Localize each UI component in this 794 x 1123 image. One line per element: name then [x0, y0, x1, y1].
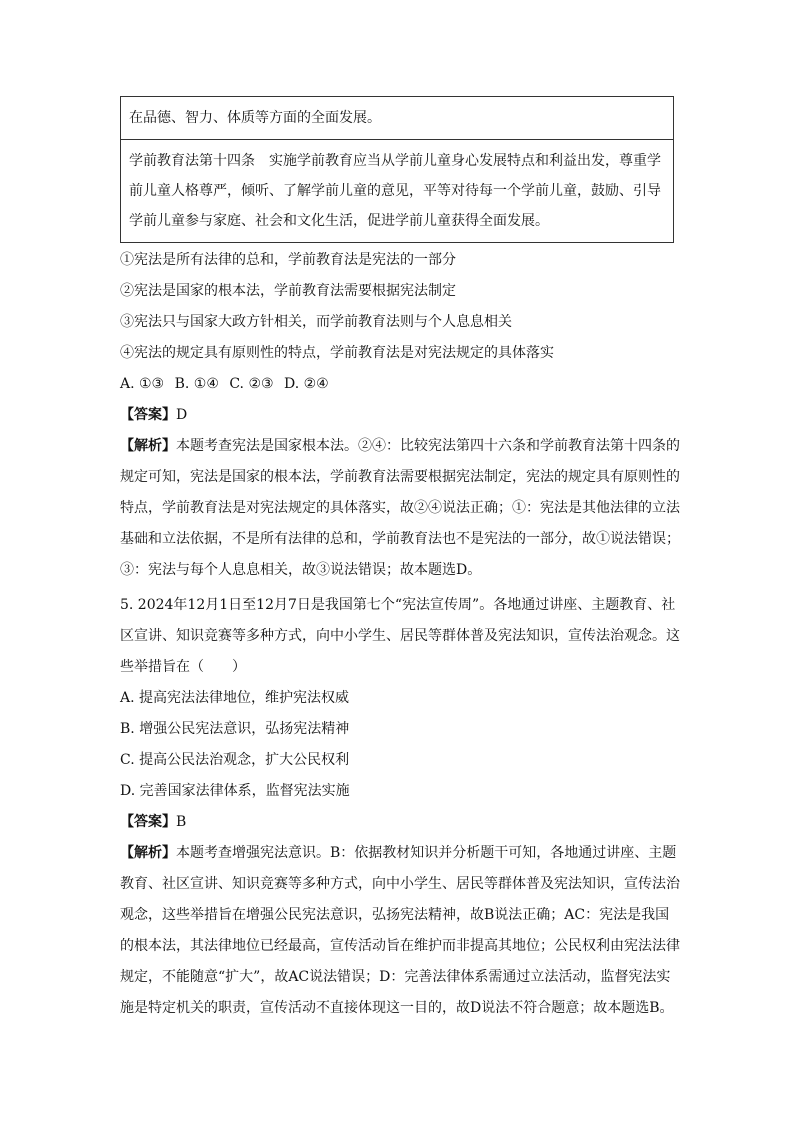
option-a: A. ①③: [120, 376, 165, 392]
option-c: C. 提高公民法治观念，扩大公民权利: [120, 752, 350, 768]
answer-label: 【答案】: [120, 814, 176, 830]
answer-label: 【答案】: [120, 407, 176, 423]
statement-3: ③宪法只与国家大政方针相关，而学前教育法则与个人息息相关: [120, 314, 512, 330]
table-row: [121, 97, 673, 139]
table-row-text: 在品德、智力、体质等方面的全面发展。: [129, 110, 381, 126]
option-d: D. ②④: [284, 376, 329, 392]
analysis-text: 本题考查宪法是国家根本法。②④：比较宪法第四十六条和学前教育法第十四条的规定可知，宪法是国家的根本法，学前教育法需要根据宪法制定，宪法的规定具有原则性的特点，学前教育法是对宪法规定的具体落实，故②④说法正确；①：宪法是其他法律的立法基础和立法依据，不是所有法律的总和，学前教育法也不是宪法的一部分，故①说法错误；③：宪法与每个人息息相关，故③说法错误；故本题选D。: [120, 438, 680, 578]
answer-value: B: [176, 814, 187, 830]
option-b: B. 增强公民宪法意识，弘扬宪法精神: [120, 721, 350, 737]
answer-line: [120, 807, 680, 838]
analysis-paragraph: [120, 431, 680, 586]
law-comparison-table: [120, 96, 674, 243]
table-row: [121, 139, 673, 242]
option-a: A. 提高宪法法律地位，维护宪法权威: [120, 690, 350, 706]
answer-line: [120, 400, 680, 431]
analysis-paragraph: [120, 838, 680, 1024]
option-c: C. ②③: [229, 376, 274, 392]
analysis-text: 本题考查增强宪法意识。B：依据教材知识并分析题干可知，各地通过讲座、主题教育、社区宣讲、知识竞赛等多种方式，向中小学生、居民等群体普及宪法知识，宣传法治观念，这些举措旨在增强公民宪法意识，弘扬宪法精神，故B说法正确；AC：宪法是我国的根本法，其法律地位已经最高，宣传活动旨在维护而非提高其地位；公民权利由宪法法律规定，不能随意“扩大”，故AC说法错误；D：完善法律体系需通过立法活动，监督宪法实施是特定机关的职责，宣传活动不直接体现这一目的，故D说法不符合题意；故本题选B。: [120, 845, 680, 1016]
statement-1: ①宪法是所有法律的总和，学前教育法是宪法的一部分: [120, 252, 456, 268]
law-article-body: 实施学前教育应当从学前儿童身心发展特点和利益出发，尊重学前儿童人格尊严，倾听、了解学前儿童的意见，平等对待每一个学前儿童，鼓励、引导学前儿童参与家庭、社会和文化生活，促进学前儿童获得全面发展。: [129, 153, 661, 229]
statement-4: ④宪法的规定具有原则性的特点，学前教育法是对宪法规定的具体落实: [120, 345, 554, 361]
law-article-title: 学前教育法第十四条: [129, 153, 255, 169]
question-5-block: [120, 590, 680, 1024]
question-stem: 5. 2024年12月1日至12月7日是我国第七个“宪法宣传周”。各地通过讲座、主题教育、社区宣讲、知识竞赛等多种方式，向中小学生、居民等群体普及宪法知识，宣传法治观念。这些举措旨在（ ）: [120, 597, 680, 675]
option-d: D. 完善国家法律体系，监督宪法实施: [120, 783, 350, 799]
statement-2: ②宪法是国家的根本法，学前教育法需要根据宪法制定: [120, 283, 456, 299]
analysis-label: 【解析】: [120, 438, 176, 454]
answer-value: D: [176, 407, 188, 423]
question-4-block: [120, 245, 680, 586]
option-b: B. ①④: [174, 376, 219, 392]
answer-options: [120, 369, 680, 400]
analysis-label: 【解析】: [120, 845, 176, 861]
